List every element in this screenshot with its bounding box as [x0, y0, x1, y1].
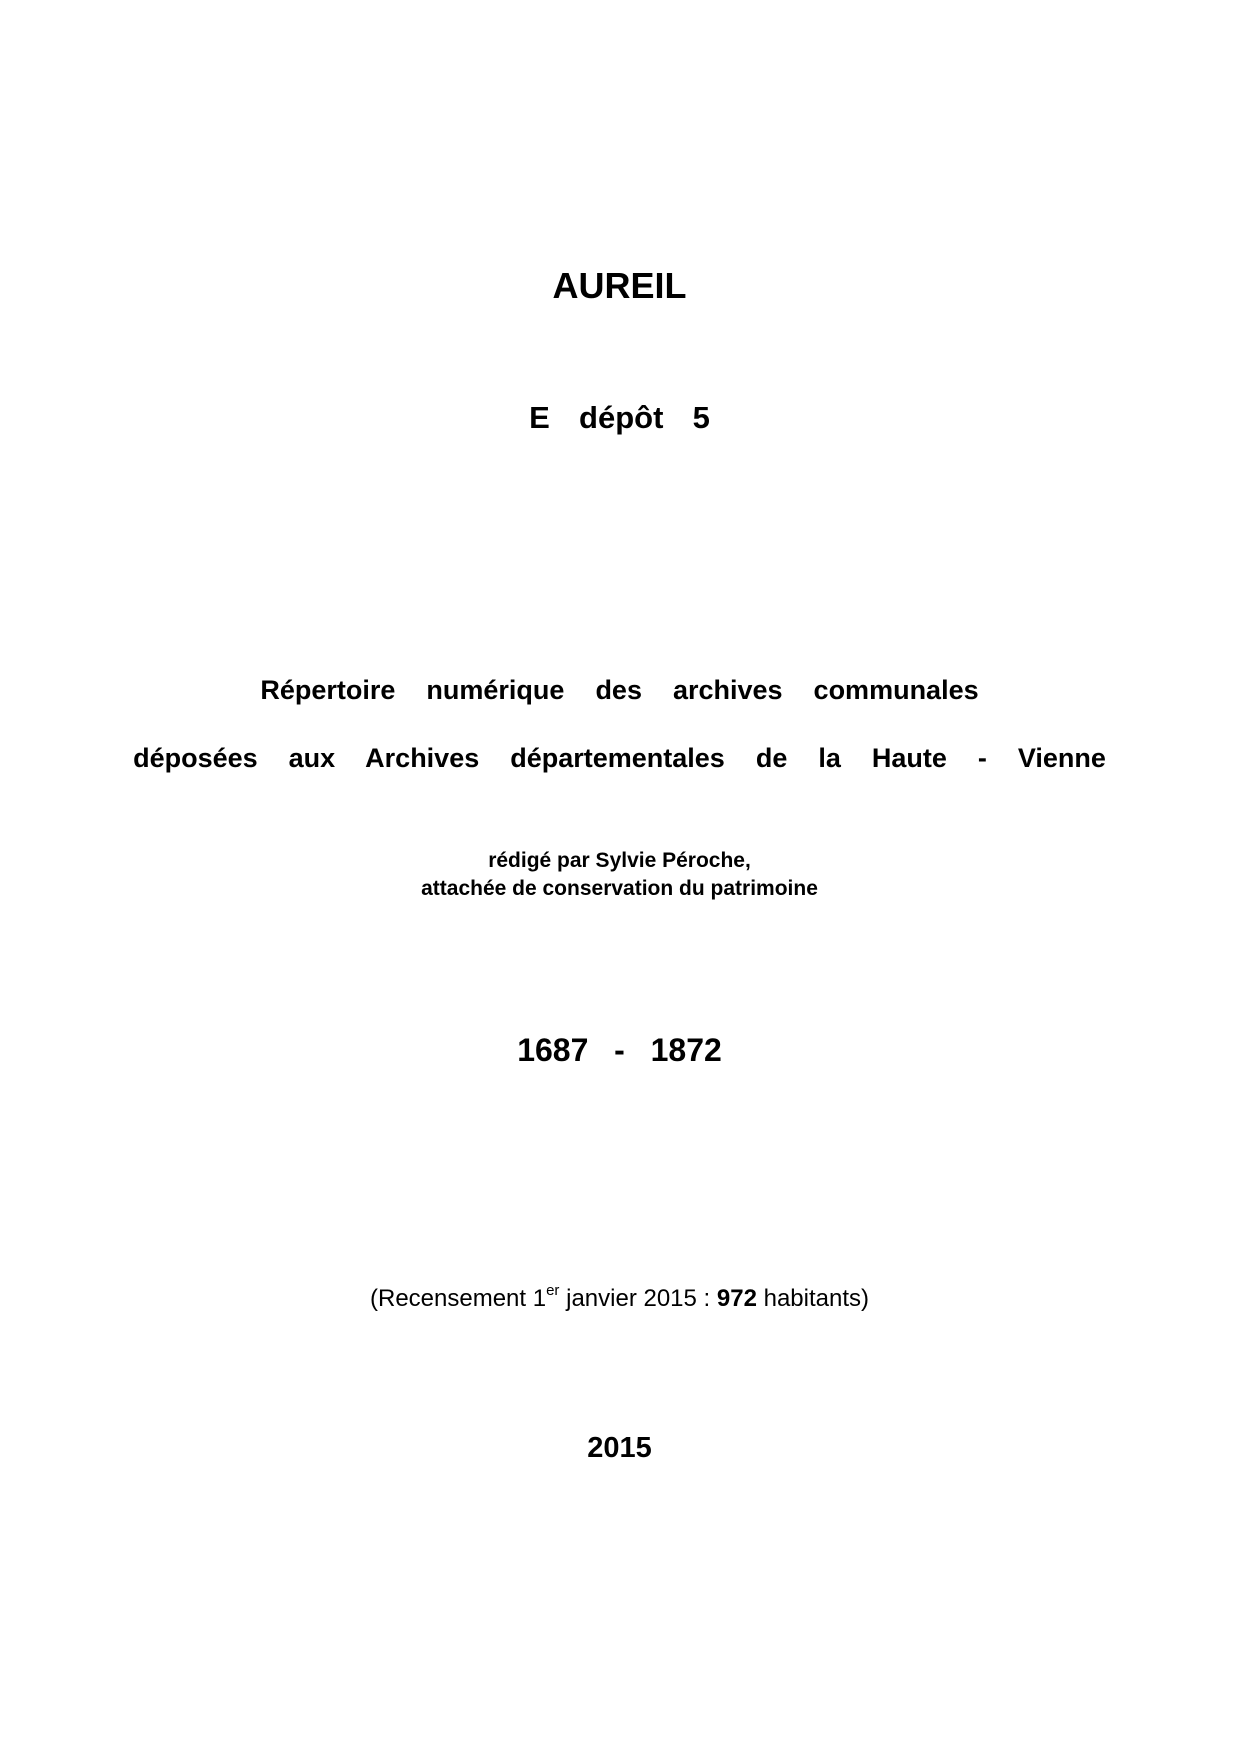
archive-reference: E dépôt 5 — [529, 400, 710, 435]
date-range: 1687 - 1872 — [517, 1032, 722, 1068]
census-prefix: (Recensement 1 — [370, 1285, 547, 1312]
subtitle-line-2: déposées aux Archives départementales de la Haute - Vienne — [133, 743, 1106, 773]
census-suffix: habitants) — [756, 1285, 869, 1312]
author-line-2: attachée de conservation du patrimoine — [421, 877, 818, 900]
publication-year: 2015 — [587, 1432, 652, 1464]
subtitle-line-1: Répertoire numérique des archives communales — [260, 675, 979, 705]
commune-title: AUREIL — [552, 265, 687, 306]
census-superscript: er — [546, 1282, 560, 1299]
author-line-1: rédigé par Sylvie Péroche, — [488, 849, 751, 872]
census-middle: janvier 2015 : — [559, 1285, 717, 1312]
census-count: 972 — [716, 1285, 757, 1312]
census-note — [0, 1282, 1239, 1312]
